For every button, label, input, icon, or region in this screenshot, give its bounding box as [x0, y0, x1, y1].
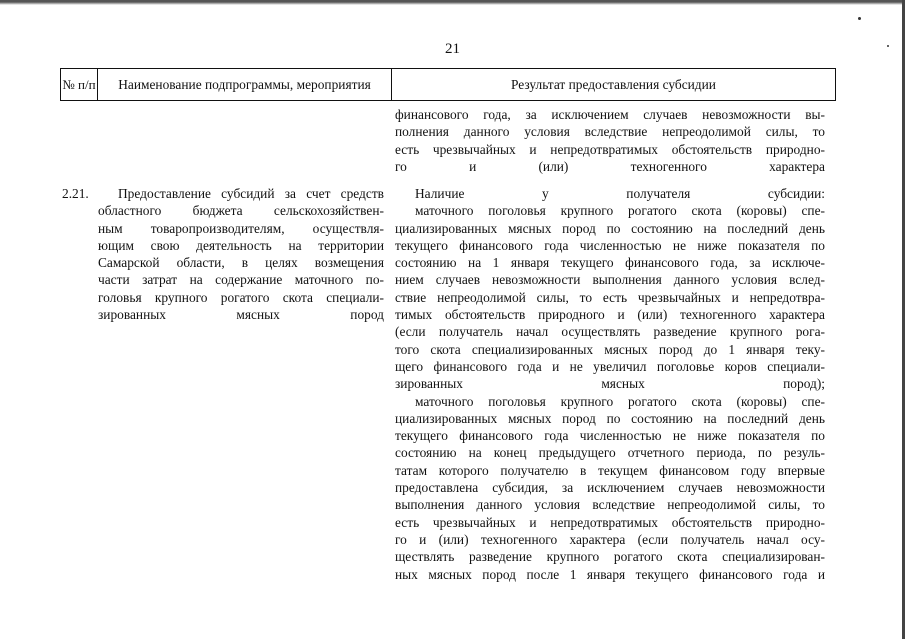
- text-line: маточного поголовья крупного рогатого скота (коровы) спе-: [415, 203, 825, 219]
- text-line: того скота специализированных мясных пород до 1 января теку-: [395, 341, 825, 357]
- text-line: состоянию на конец предыдущего отчетного периода, по резуль-: [395, 445, 825, 461]
- text-line: циализированных мясных пород по состоянию на последний день: [395, 410, 825, 426]
- text-line: ющим свою деятельность на территории: [98, 237, 384, 253]
- continuation-text: [395, 106, 825, 175]
- header-name: Наименование подпрограммы, мероприятия: [118, 77, 371, 92]
- text-line: Самарской области, в целях возмещения: [98, 255, 384, 271]
- text-line: Предоставление субсидий за счет средств: [118, 186, 384, 201]
- text-line: текущего финансового года численностью не ниже показателя по: [395, 237, 825, 253]
- text-line: есть чрезвычайных и непредотвратимых обстоятельств природно-: [395, 514, 825, 530]
- text-line: ных мясных пород после 1 января текущего финансового года и: [395, 566, 825, 582]
- text-line: Наличие у получателя субсидии:: [415, 186, 825, 201]
- text-line: маточного поголовья крупного рогатого скота (коровы) спе-: [415, 393, 825, 409]
- text-line: зированных мясных пород: [98, 307, 384, 323]
- text-line: тимых обстоятельств природного и (или) техногенного характера: [395, 307, 825, 323]
- scan-speck: [858, 17, 861, 20]
- text-line: есть чрезвычайных и непредотвратимых обстоятельств природно-: [395, 141, 825, 157]
- text-line: текущего финансового года численностью не ниже показателя по: [395, 428, 825, 444]
- text-line: состоянию на 1 января текущего финансового года, за исключе-: [395, 255, 825, 271]
- text-line: го и (или) техногенного характера (если получатель начал осу-: [395, 531, 825, 547]
- text-line: областного бюджета сельскохозяйствен-: [98, 203, 384, 219]
- row-result: [395, 185, 825, 583]
- header-number: № п/п: [62, 77, 96, 92]
- page-number: 21: [445, 41, 460, 57]
- text-line: полнения данного условия вследствие непреодолимой силы, то: [395, 124, 825, 140]
- text-line: части затрат на содержание маточного по-: [98, 272, 384, 288]
- text-line: предоставлена субсидия, за исключением случаев невозможности: [395, 480, 825, 496]
- text-line: (если получатель начал осуществлять разведение крупного рога-: [395, 324, 825, 340]
- text-line: ствие непреодолимой силы, то есть чрезвычайных и непредотвра-: [395, 289, 825, 305]
- row-number: 2.21.: [62, 186, 89, 201]
- text-line: ществлять разведение крупного рогатого скота специализирован-: [395, 549, 825, 565]
- text-line: выполнения данного условия вследствие непреодолимой силы, то: [395, 497, 825, 513]
- row-name: [98, 185, 384, 323]
- text-line: зированных мясных пород);: [395, 376, 825, 392]
- text-line: финансового года, за исключением случаев невозможности вы-: [395, 107, 825, 122]
- text-line: нием случаев невозможности выполнения данного условия вслед-: [395, 272, 825, 288]
- table-header: [60, 68, 836, 101]
- text-line: ным товаропроизводителям, осуществля-: [98, 220, 384, 236]
- text-line: циализированных мясных пород по состоянию на последний день: [395, 220, 825, 236]
- text-line: головья крупного рогатого скота специали-: [98, 289, 384, 305]
- scan-edge-top: [0, 0, 905, 5]
- header-result: Результат предоставления субсидии: [511, 77, 716, 92]
- text-line: го и (или) техногенного характера: [395, 158, 825, 174]
- text-line: татам которого получателю в текущем финансовом году впервые: [395, 462, 825, 478]
- text-line: щего финансового года и не увеличил поголовье коров специали-: [395, 358, 825, 374]
